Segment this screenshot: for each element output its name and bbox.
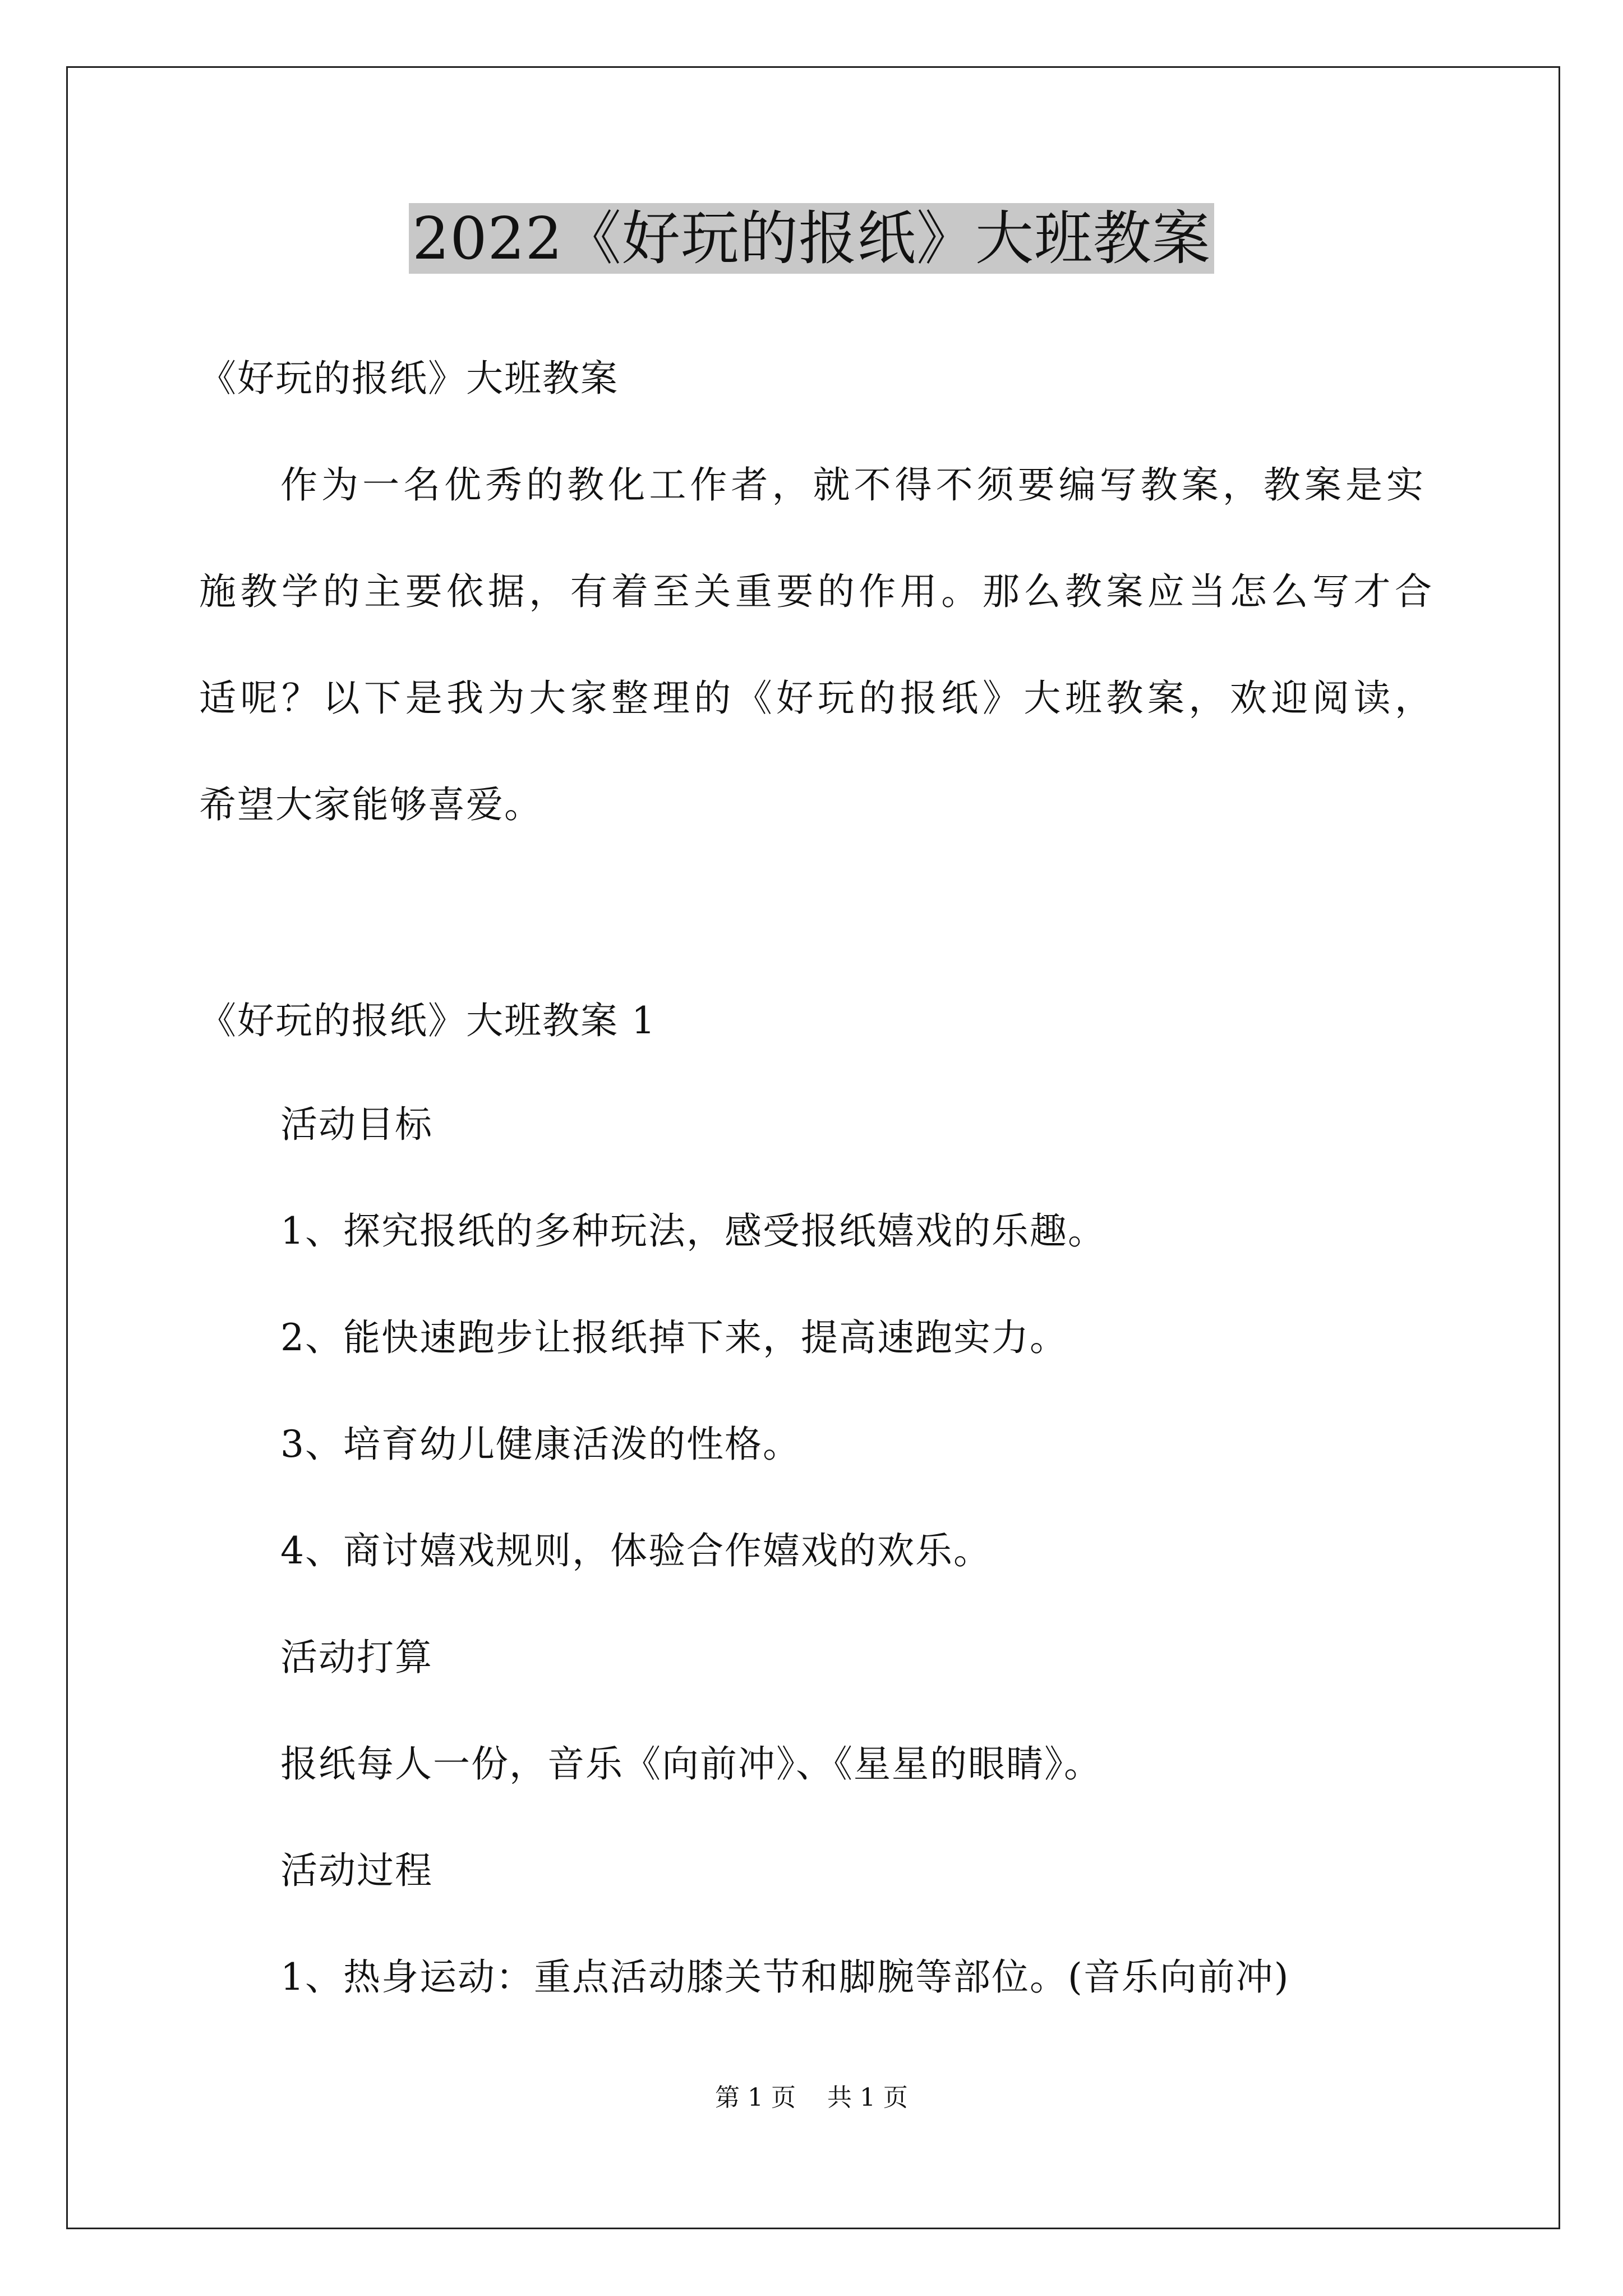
intro-line-3: 适呢？以下是我为大家整理的《好玩的报纸》大班教案，欢迎阅读，	[199, 677, 1433, 720]
page-footer: 第 1 页 共 1 页	[715, 2083, 908, 2112]
goal-item: 3、培育幼儿健康活泼的性格。	[280, 1423, 801, 1466]
goal-item: 1、探究报纸的多种玩法，感受报纸嬉戏的乐趣。	[280, 1209, 1106, 1253]
prep-text: 报纸每人一份，音乐《向前冲》、《星星的眼睛》。	[280, 1742, 1102, 1786]
prep-heading: 活动打算	[280, 1636, 433, 1679]
intro-line-2: 施教学的主要依据，有着至关重要的作用。那么教案应当怎么写才合	[199, 570, 1433, 613]
document-title	[0, 199, 1623, 278]
goal-heading: 活动目标	[280, 1103, 433, 1146]
goal-item: 2、能快速跑步让报纸掉下来，提高速跑实力。	[280, 1316, 1068, 1359]
process-heading: 活动过程	[280, 1849, 433, 1892]
section-title: 《好玩的报纸》大班教案 1	[199, 999, 656, 1042]
intro-line-4: 希望大家能够喜爱。	[199, 783, 542, 826]
document-title-text: 2022《好玩的报纸》大班教案	[409, 203, 1214, 274]
intro-line-1: 作为一名优秀的教化工作者，就不得不须要编写教案，教案是实	[280, 463, 1424, 507]
goal-item: 4、商讨嬉戏规则，体验合作嬉戏的欢乐。	[280, 1529, 992, 1572]
document-subtitle: 《好玩的报纸》大班教案	[199, 357, 619, 400]
process-step: 1、热身运动：重点活动膝关节和脚腕等部位。(音乐向前冲)	[280, 1955, 1290, 1999]
